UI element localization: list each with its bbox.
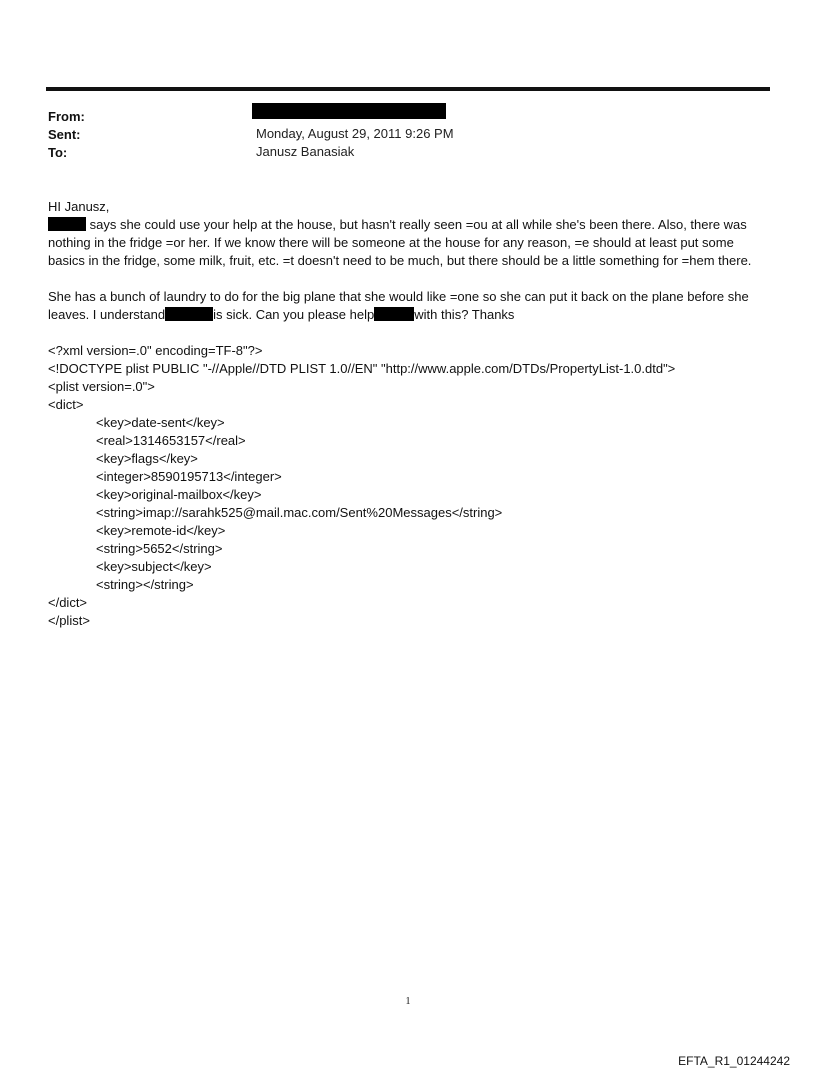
name-redaction	[374, 307, 414, 321]
plist-xml-block	[48, 342, 770, 630]
xml-line: <string>5652</string>	[96, 541, 223, 556]
sent-label: Sent:	[48, 127, 81, 142]
paragraph-2-text-c: with this? Thanks	[414, 307, 515, 322]
xml-line: </plist>	[48, 613, 90, 628]
header-rule	[46, 87, 770, 91]
xml-line: <?xml version=.0" encoding=TF-8"?>	[48, 343, 263, 358]
greeting: HI Janusz,	[48, 199, 110, 214]
xml-line: <!DOCTYPE plist PUBLIC "-//Apple//DTD PLIST 1.0//EN" "http://www.apple.com/DTDs/PropertyList-1.0.dtd">	[48, 361, 676, 376]
from-redaction	[252, 103, 446, 119]
page-number: 1	[405, 996, 411, 1007]
from-label: From:	[48, 109, 85, 124]
name-redaction	[165, 307, 213, 321]
document-id: EFTA_R1_01244242	[678, 1054, 790, 1068]
xml-line: <key>flags</key>	[96, 451, 198, 466]
xml-line: <string>imap://sarahk525@mail.mac.com/Sent%20Messages</string>	[96, 505, 503, 520]
paragraph-1-text: says she could use your help at the house, but hasn't really seen =ou at all while she's been there. Also, there was nothing in the fridge =or her. If we know there will be someone at the house for any reason, =e should at least put some basics in the fridge, some milk, fruit, etc. =t doesn't need to be much, but there should be a little something for =hem there.	[48, 217, 752, 268]
xml-line: <key>remote-id</key>	[96, 523, 226, 538]
xml-line: <key>subject</key>	[96, 559, 212, 574]
paragraph-2	[48, 288, 770, 324]
xml-line: <integer>8590195713</integer>	[96, 469, 282, 484]
xml-line: <string></string>	[96, 577, 194, 592]
xml-line: </dict>	[48, 595, 88, 610]
xml-line: <key>date-sent</key>	[96, 415, 225, 430]
paragraph-2-text-b: is sick. Can you please help	[213, 307, 375, 322]
paragraph-1	[48, 216, 770, 270]
sent-value: Monday, August 29, 2011 9:26 PM	[256, 126, 454, 141]
paragraph-2-text-a: She has a bunch of laundry to do for the big plane that she would like =one so she can put it back on the plane before she leaves. I understand	[48, 289, 753, 322]
xml-line: <dict>	[48, 397, 84, 412]
xml-line: <plist version=.0">	[48, 379, 155, 394]
xml-line: <real>1314653157</real>	[96, 433, 246, 448]
name-redaction	[48, 217, 86, 231]
to-value: Janusz Banasiak	[256, 144, 355, 159]
to-label: To:	[48, 145, 68, 160]
xml-line: <key>original-mailbox</key>	[96, 487, 262, 502]
